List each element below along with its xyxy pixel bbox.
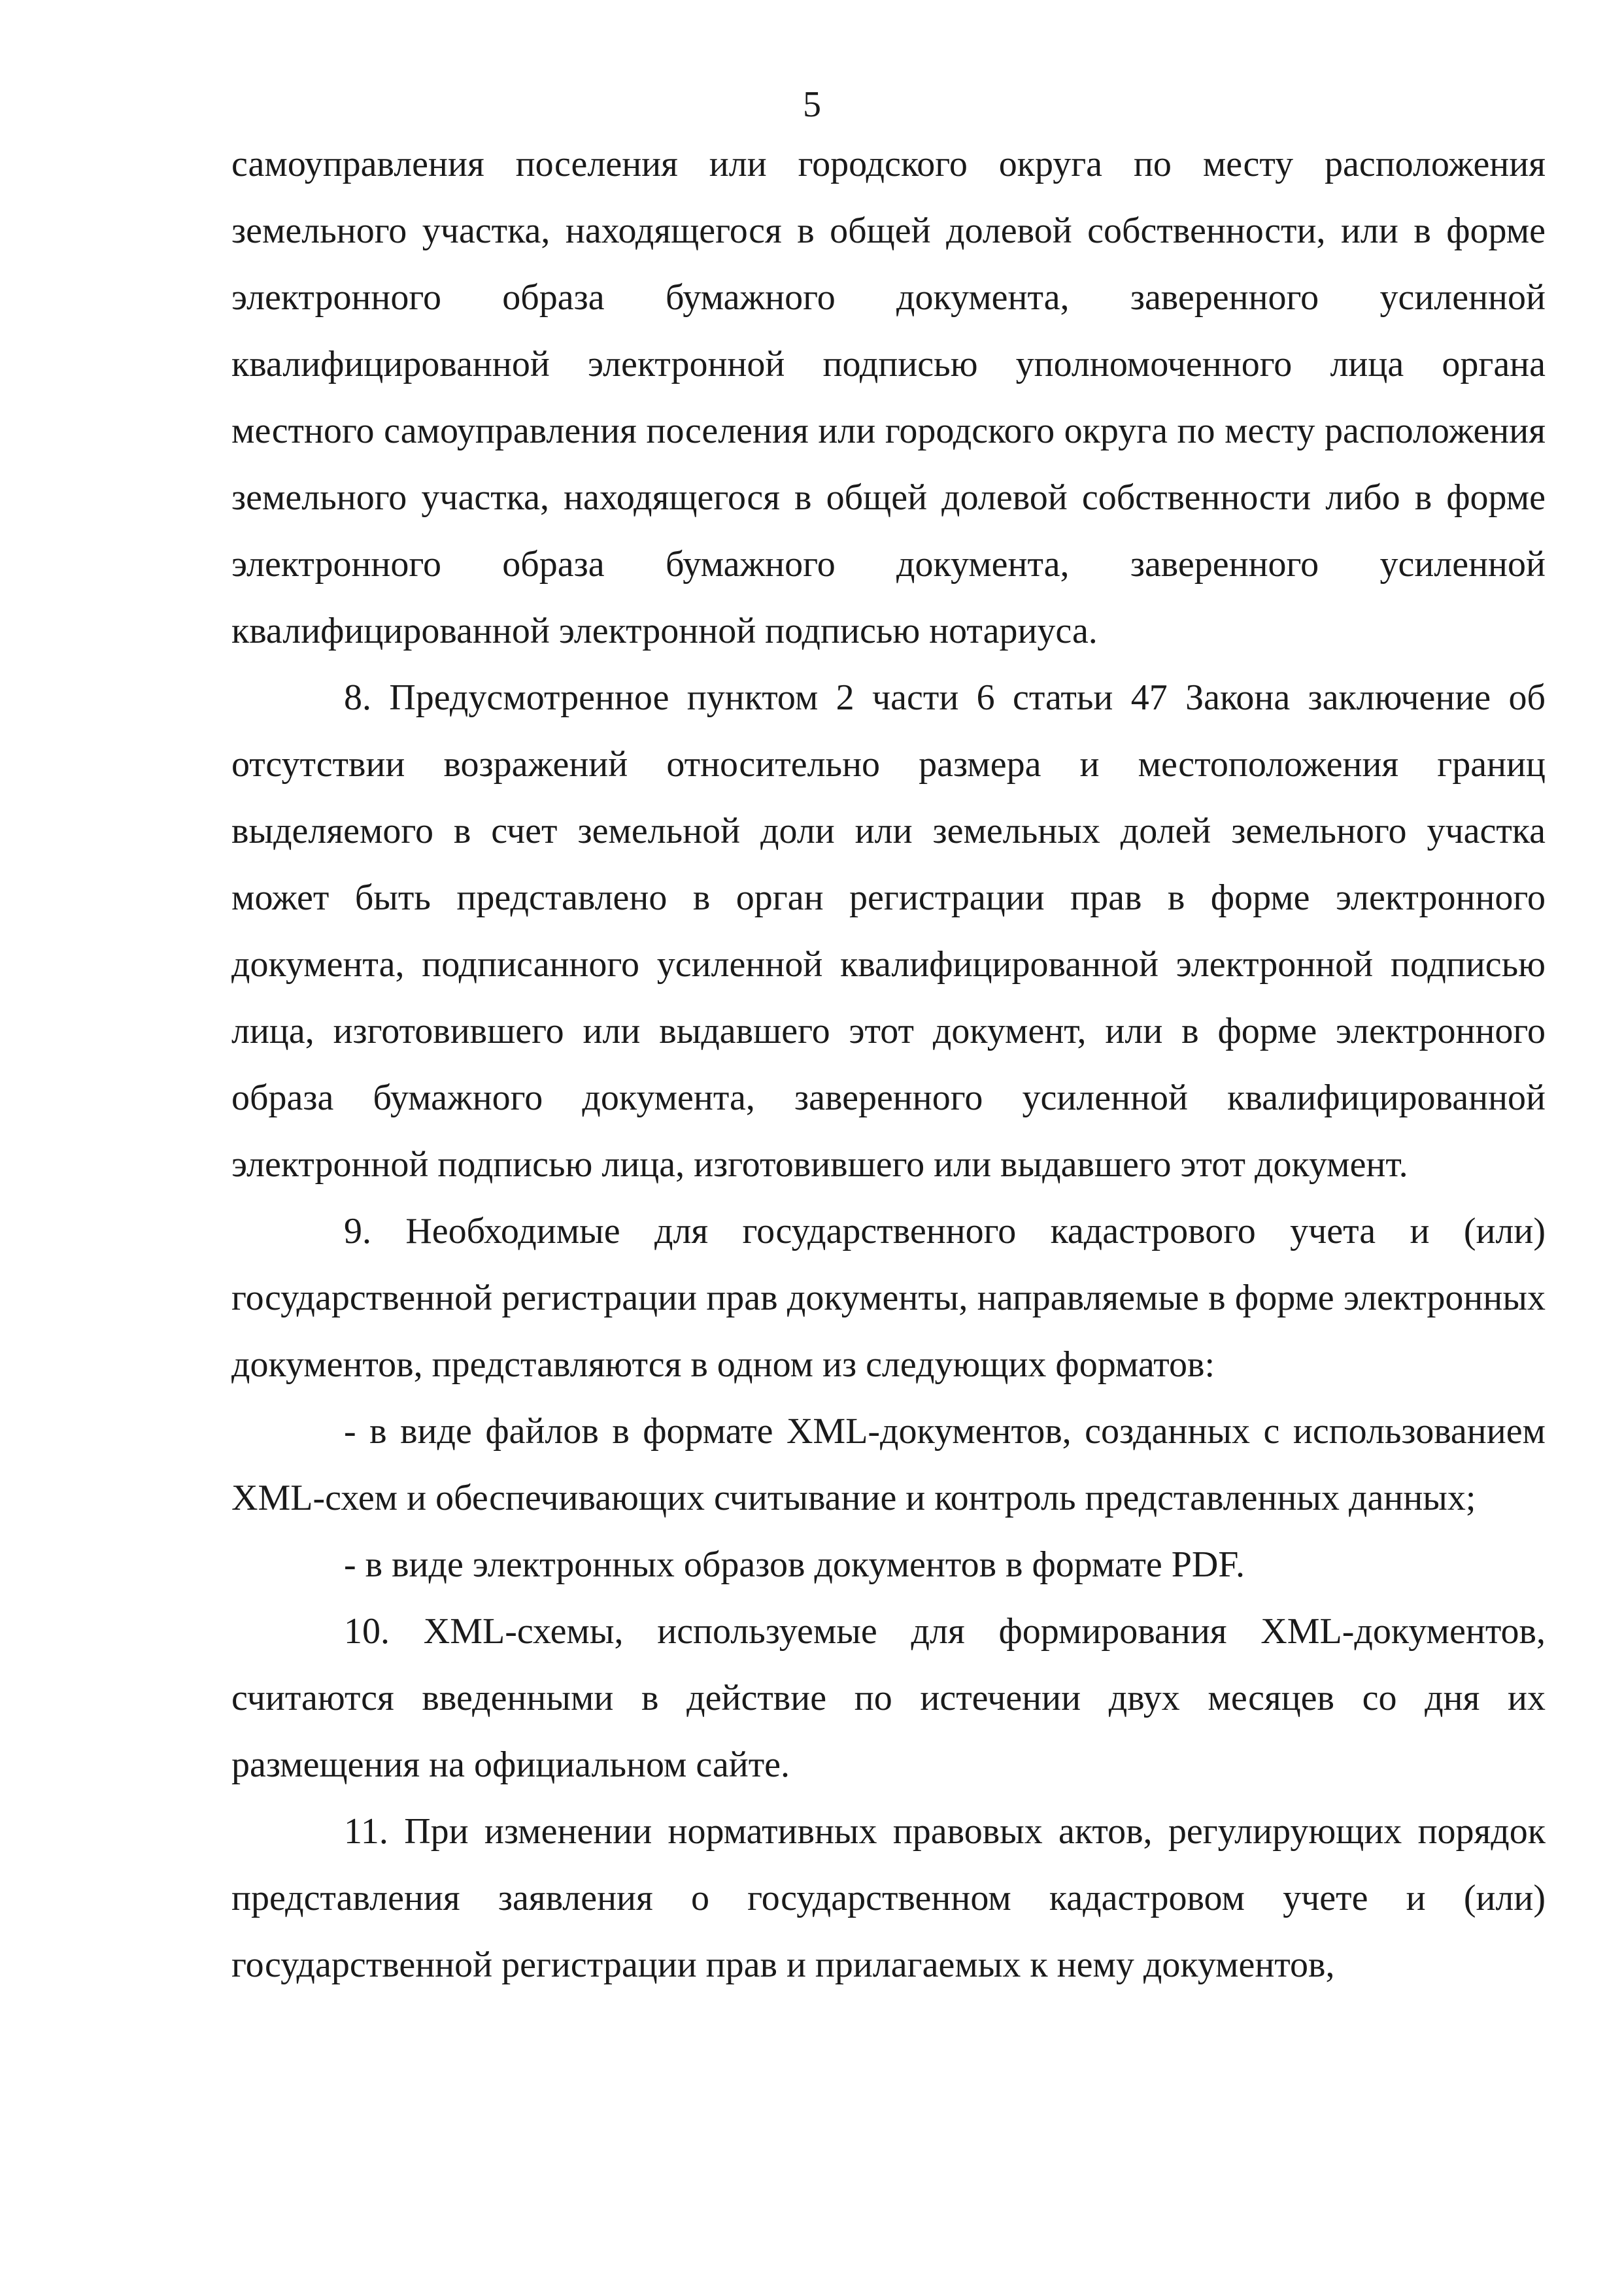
- document-body: [231, 131, 1546, 1998]
- paragraph-8: 8. Предусмотренное пунктом 2 части 6 статьи 47 Закона заключение об отсутствии возражений относительно размера и местоположения границ выделяемого в счет земельной доли или земельных долей земельного участка может быть представлено в орган регистрации прав в форме электронного документа, подписанного усиленной квалифицированной электронной подписью лица, изготовившего или выдавшего этот документ, или в форме электронного образа бумажного документа, заверенного усиленной квалифицированной электронной подписью лица, изготовившего или выдавшего этот документ.: [231, 677, 1546, 1185]
- paragraph-9-pdf-format: - в виде электронных образов документов в формате PDF.: [344, 1544, 1245, 1585]
- paragraph-9-xml-format: - в виде файлов в формате XML-документов, созданных с использованием XML-схем и обеспечивающих считывание и контроль представленных данных;: [231, 1411, 1546, 1518]
- paragraph-10: 10. XML-схемы, используемые для формирования XML-документов, считаются введенными в действие по истечении двух месяцев со дня их размещения на официальном сайте.: [231, 1611, 1546, 1785]
- paragraph-11: 11. При изменении нормативных правовых актов, регулирующих порядок представления заявления о государственном кадастровом учете и (или) государственной регистрации прав и прилагаемых к нему документов,: [231, 1811, 1546, 1985]
- paragraph-9: 9. Необходимые для государственного кадастрового учета и (или) государственной регистрации прав документы, направляемые в форме электронных документов, представляются в одном из следующих форматов:: [231, 1211, 1546, 1385]
- page-number: 5: [803, 84, 821, 125]
- paragraph-continuation: самоуправления поселения или городского округа по месту расположения земельного участка, находящегося в общей долевой собственности, или в форме электронного образа бумажного документа, заверенного усиленной квалифицированной электронной подписью уполномоченного лица органа местного самоуправления поселения или городского округа по месту расположения земельного участка, находящегося в общей долевой собственности либо в форме электронного образа бумажного документа, заверенного усиленной квалифицированной электронной подписью нотариуса.: [231, 144, 1546, 651]
